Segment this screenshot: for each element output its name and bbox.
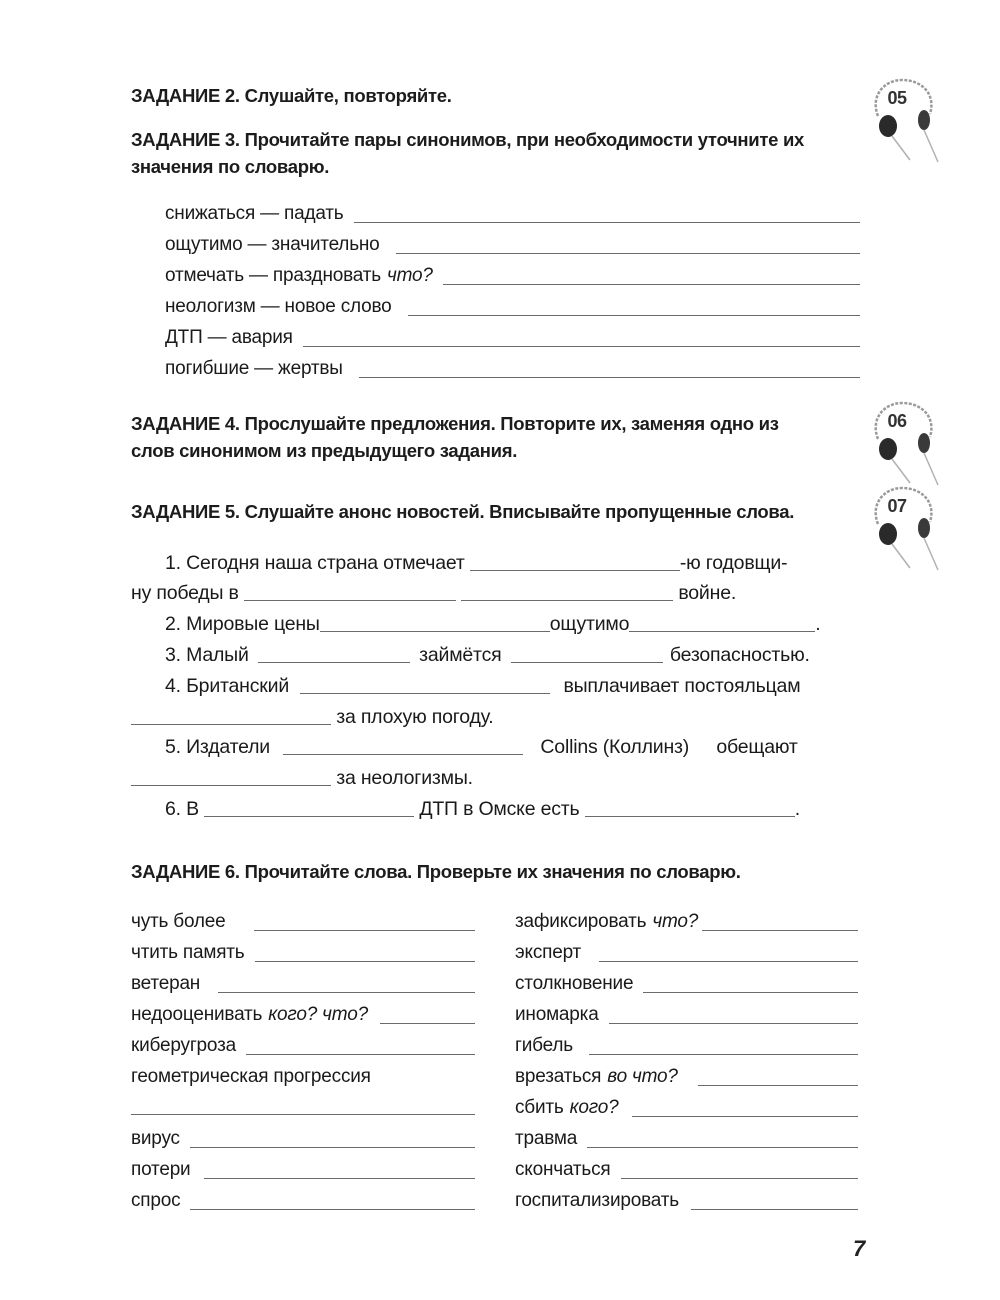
- answer-blank[interactable]: [643, 974, 858, 993]
- vocab-word: спрос: [131, 1190, 181, 1211]
- task-5-instruction: Слушайте анонс новостей. Вписывайте пропущенные слова.: [244, 501, 795, 522]
- task-2-heading: [131, 82, 452, 109]
- fill-blank[interactable]: [461, 582, 673, 601]
- sentence-3: [165, 640, 810, 670]
- vocab-row-right: [515, 1096, 858, 1120]
- audio-track-05[interactable]: [866, 74, 946, 164]
- vocab-row-right: [515, 910, 858, 934]
- task-4-heading: [131, 410, 869, 464]
- vocab-row-right: [515, 1065, 858, 1089]
- vocab-word: вирус: [131, 1128, 180, 1149]
- task-4-instruction-line1: Прослушайте предложения. Повторите их, заменяя одно из: [244, 413, 779, 434]
- task-2-instruction: Слушайте, повторяйте.: [244, 85, 452, 106]
- vocab-word: чтить память: [131, 942, 245, 963]
- task-3-heading: [131, 126, 804, 180]
- sentence-text: .: [815, 613, 821, 635]
- vocab-row-left-continuation: [131, 1096, 475, 1118]
- vocab-row-right: [515, 1034, 858, 1058]
- sentence-text: безопасностью.: [669, 644, 810, 666]
- vocab-row-left: [131, 1189, 475, 1213]
- question-hint: кого? что?: [268, 1004, 368, 1025]
- synonym-pair-row: [165, 264, 860, 288]
- fill-blank[interactable]: [511, 644, 663, 663]
- task-4-label: ЗАДАНИЕ 4.: [131, 413, 240, 434]
- vocab-row-left: [131, 1003, 475, 1027]
- synonym-pair-row: [165, 357, 860, 381]
- vocab-word: скончаться: [515, 1159, 611, 1180]
- answer-blank[interactable]: [218, 974, 475, 993]
- question-hint: что?: [652, 911, 699, 932]
- vocab-row-right: [515, 1189, 858, 1213]
- vocab-word: недооценивать: [131, 1004, 263, 1025]
- fill-blank[interactable]: [131, 767, 331, 786]
- synonym-pair: неологизм — новое слово: [165, 296, 392, 317]
- vocab-row-left: [131, 1158, 475, 1182]
- answer-blank[interactable]: [599, 943, 858, 962]
- answer-blank[interactable]: [396, 235, 860, 254]
- audio-track-number: 07: [887, 496, 907, 516]
- answer-blank[interactable]: [702, 912, 858, 931]
- vocab-word: чуть более: [131, 911, 226, 932]
- synonym-pair-row: [165, 202, 860, 226]
- vocab-row-left: [131, 941, 475, 965]
- audio-track-number: 05: [887, 88, 907, 108]
- audio-track-06[interactable]: [866, 397, 946, 487]
- sentence-text: за неологизмы.: [336, 767, 473, 789]
- sentence-2: [165, 609, 821, 639]
- fill-blank[interactable]: [300, 675, 550, 694]
- vocab-word: ветеран: [131, 973, 201, 994]
- sentence-1-line2: [131, 578, 736, 608]
- answer-blank[interactable]: [246, 1036, 475, 1055]
- fill-blank[interactable]: [244, 582, 456, 601]
- fill-blank[interactable]: [470, 552, 680, 571]
- vocab-word: зафиксировать: [515, 911, 647, 932]
- sentence-4-line1: [165, 671, 800, 701]
- answer-blank[interactable]: [190, 1191, 475, 1210]
- fill-blank[interactable]: [629, 613, 815, 632]
- answer-blank[interactable]: [204, 1160, 475, 1179]
- synonym-pair-row: [165, 326, 860, 350]
- answer-blank[interactable]: [354, 204, 860, 223]
- fill-blank[interactable]: [320, 613, 550, 632]
- fill-blank[interactable]: [283, 736, 523, 755]
- task-2-label: ЗАДАНИЕ 2.: [131, 85, 240, 106]
- sentence-5-line1: [165, 732, 798, 762]
- vocab-word: врезаться: [515, 1066, 602, 1087]
- task-3-label: ЗАДАНИЕ 3.: [131, 129, 240, 150]
- sentence-text: ну победы в: [131, 582, 239, 604]
- answer-blank[interactable]: [254, 912, 475, 931]
- task-5-heading: [131, 498, 794, 525]
- sentence-text: 3. Малый: [165, 644, 249, 666]
- task-6-heading: [131, 858, 741, 885]
- task-3-instruction-line1: Прочитайте пары синонимов, при необходимости уточните их: [244, 129, 805, 150]
- vocab-word: иномарка: [515, 1004, 599, 1025]
- vocab-word: потери: [131, 1159, 191, 1180]
- synonym-pair-row: [165, 233, 860, 257]
- answer-blank[interactable]: [621, 1160, 858, 1179]
- sentence-text: ДТП в Омске есть: [419, 798, 580, 820]
- sentence-text: за плохую погоду.: [336, 706, 494, 728]
- vocab-row-left: [131, 910, 475, 934]
- task-6-instruction: Прочитайте слова. Проверьте их значения по словарю.: [244, 861, 741, 882]
- sentence-6: [165, 794, 800, 824]
- answer-blank[interactable]: [587, 1129, 858, 1148]
- sentence-1-line1: [165, 548, 787, 578]
- vocab-row-left: [131, 1034, 475, 1058]
- sentence-4-line2: [131, 702, 493, 732]
- answer-blank[interactable]: [303, 328, 860, 347]
- vocab-word: травма: [515, 1128, 578, 1149]
- audio-track-07[interactable]: [866, 482, 946, 572]
- task-4-instruction-line2: слов синонимом из предыдущего задания.: [131, 440, 518, 461]
- vocab-row-left: [131, 972, 475, 996]
- question-hint: во что?: [607, 1066, 678, 1087]
- synonym-pair: отмечать — праздновать: [165, 265, 381, 286]
- sentence-text: 2. Мировые цены: [165, 613, 320, 635]
- vocab-word: гибель: [515, 1035, 573, 1056]
- sentence-text: обещают: [716, 736, 798, 758]
- audio-track-number: 06: [887, 411, 907, 431]
- synonym-pair: снижаться — падать: [165, 203, 344, 224]
- synonym-pair-row: [165, 295, 860, 319]
- answer-blank[interactable]: [359, 359, 860, 378]
- answer-blank[interactable]: [691, 1191, 858, 1210]
- vocab-word: киберугроза: [131, 1035, 236, 1056]
- sentence-text: ощутимо: [549, 613, 630, 635]
- vocab-row-right: [515, 1127, 858, 1151]
- sentence-text: Collins (Коллинз): [540, 736, 690, 758]
- answer-blank[interactable]: [408, 297, 860, 316]
- fill-blank[interactable]: [585, 798, 795, 817]
- question-hint: кого?: [569, 1097, 619, 1118]
- task-3-instruction-line2: значения по словарю.: [131, 156, 330, 177]
- vocab-word: столкновение: [515, 973, 634, 994]
- vocab-word: эксперт: [515, 942, 582, 963]
- synonym-pair: погибшие — жертвы: [165, 358, 343, 379]
- vocab-word: сбить: [515, 1097, 564, 1118]
- task-5-label: ЗАДАНИЕ 5.: [131, 501, 240, 522]
- sentence-5-line2: [131, 763, 473, 793]
- sentence-text: выплачивает постояльцам: [563, 675, 801, 697]
- answer-blank[interactable]: [131, 1096, 475, 1115]
- vocab-word: геометрическая прогрессия: [131, 1066, 371, 1087]
- vocab-row-right: [515, 1003, 858, 1027]
- answer-blank[interactable]: [698, 1067, 858, 1086]
- answer-blank[interactable]: [380, 1005, 475, 1024]
- vocab-row-right: [515, 1158, 858, 1182]
- sentence-text: 1. Сегодня наша страна отмечает: [165, 552, 465, 574]
- vocab-row-right: [515, 941, 858, 965]
- vocab-row-right: [515, 972, 858, 996]
- synonym-pair: ощутимо — значительно: [165, 234, 380, 255]
- sentence-text: 6. В: [165, 798, 199, 820]
- answer-blank[interactable]: [443, 266, 860, 285]
- task-6-label: ЗАДАНИЕ 6.: [131, 861, 240, 882]
- sentence-text: 5. Издатели: [165, 736, 270, 758]
- sentence-text: .: [794, 798, 800, 820]
- synonym-pair: ДТП — авария: [165, 327, 293, 348]
- page-number: 7: [853, 1236, 866, 1261]
- sentence-text: -ю годовщи-: [679, 552, 788, 574]
- answer-blank[interactable]: [589, 1036, 858, 1055]
- fill-blank[interactable]: [204, 798, 414, 817]
- vocab-row-left: [131, 1127, 475, 1151]
- fill-blank[interactable]: [258, 644, 410, 663]
- sentence-text: 4. Британский: [165, 675, 290, 697]
- answer-blank[interactable]: [190, 1129, 475, 1148]
- vocab-word: госпитализировать: [515, 1190, 679, 1211]
- fill-blank[interactable]: [131, 706, 331, 725]
- sentence-text: войне.: [678, 582, 737, 604]
- vocab-row-left: [131, 1065, 475, 1089]
- answer-blank[interactable]: [632, 1098, 858, 1117]
- answer-blank[interactable]: [609, 1005, 858, 1024]
- question-hint: что?: [386, 265, 433, 286]
- sentence-text: займётся: [419, 644, 502, 666]
- answer-blank[interactable]: [255, 943, 475, 962]
